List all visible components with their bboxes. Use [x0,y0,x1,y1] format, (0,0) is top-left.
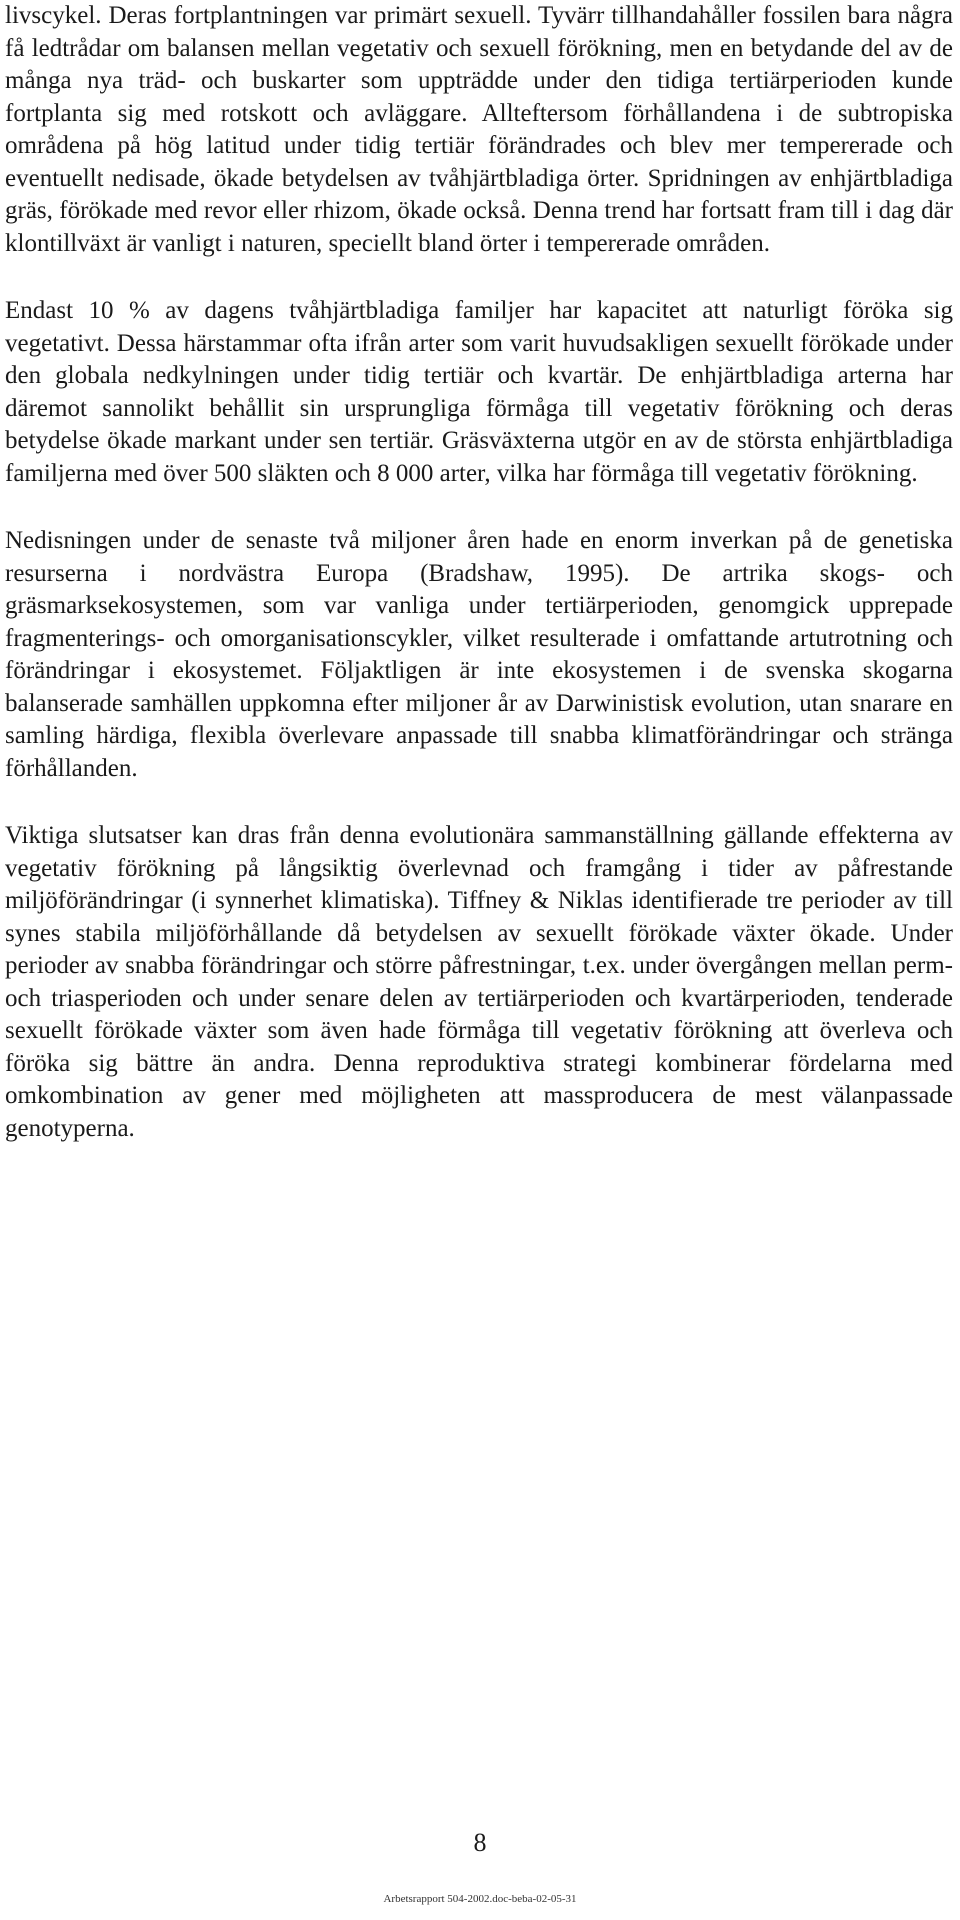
paragraph-4: Viktiga slutsatser kan dras från denna evolutionära sammanställning gällande effekterna av vegetativ förökning på långsiktig överlevnad och framgång i tider av påfrestande miljöförändringar (i synnerhet klimatiska). Tiffney & Niklas identifierade tre perioder av till synes stabila miljöförhållande då betydelsen av sexuellt förökade växter ökade. Under perioder av snabba förändringar och större påfrestningar, t.ex. under övergången mellan perm- och triasperioden och under senare delen av tertiärperioden och kvartärperioden, tenderade sexuellt förökade växter som även hade förmåga till vegetativ förökning att överleva och föröka sig bättre än andra. Denna reproduktiva strategi kombinerar fördelarna med omkombination av gener med möjligheten att massproducera de mest välanpassade genotyperna. [5,822,953,1142]
paragraph-2: Endast 10 % av dagens tvåhjärtbladiga familjer har kapacitet att naturligt föröka sig vegetativt. Dessa härstammar ofta ifrån arter som varit huvudsakligen sexuellt förökade under den globala nedkylningen under tidig tertiär och kvartär. De enhjärtbladiga arterna har däremot sannolikt behållit sin ursprungliga förmåga till vegetativ förökning och deras betydelse ökade markant under sen tertiär. Gräsväxterna utgör en av de största enhjärtbladiga familjerna med över 500 släkten och 8 000 arter, vilka har förmåga till vegetativ förökning. [5,297,953,487]
page-number: 8 [473,1828,487,1857]
document-body [5,0,953,1145]
paragraph-3: Nedisningen under de senaste två miljoner åren hade en enorm inverkan på de genetiska resurserna i nordvästra Europa (Bradshaw, 1995). De artrika skogs- och gräsmarksekosystemen, som var vanliga under tertiärperioden, genomgick upprepade fragmenterings- och omorganisationscykler, vilket resulterade i omfattande artutrotning och förändringar i ekosystemet. Följaktligen är inte ekosystemen i de svenska skogarna balanserade samhällen uppkomna efter miljoner år av Darwinistisk evolution, utan snarare en samling härdiga, flexibla överlevare anpassade till snabba klimatförändringar och stränga förhållanden. [5,527,953,782]
paragraph-1: livscykel. Deras fortplantningen var primärt sexuell. Tyvärr tillhandahåller fossilen bara några få ledtrådar om balansen mellan vegetativ och sexuell förökning, men en betydande del av de många nya träd- och buskarter som uppträdde under den tidiga tertiärperioden kunde fortplanta sig med rotskott och avläggare. Allteftersom förhållandena i de subtropiska områdena på hög latitud under tidig tertiär förändrades och blev mer tempererade och eventuellt nedisade, ökade betydelsen av tvåhjärtbladiga örter. Spridningen av enhjärtbladiga gräs, förökade med revor eller rhizom, ökade också. Denna trend har fortsatt fram till i dag där klontillväxt är vanligt i naturen, speciellt bland örter i tempererade områden. [5,2,953,257]
document-footer: Arbetsrapport 504-2002.doc-beba-02-05-31 [383,1893,577,1905]
